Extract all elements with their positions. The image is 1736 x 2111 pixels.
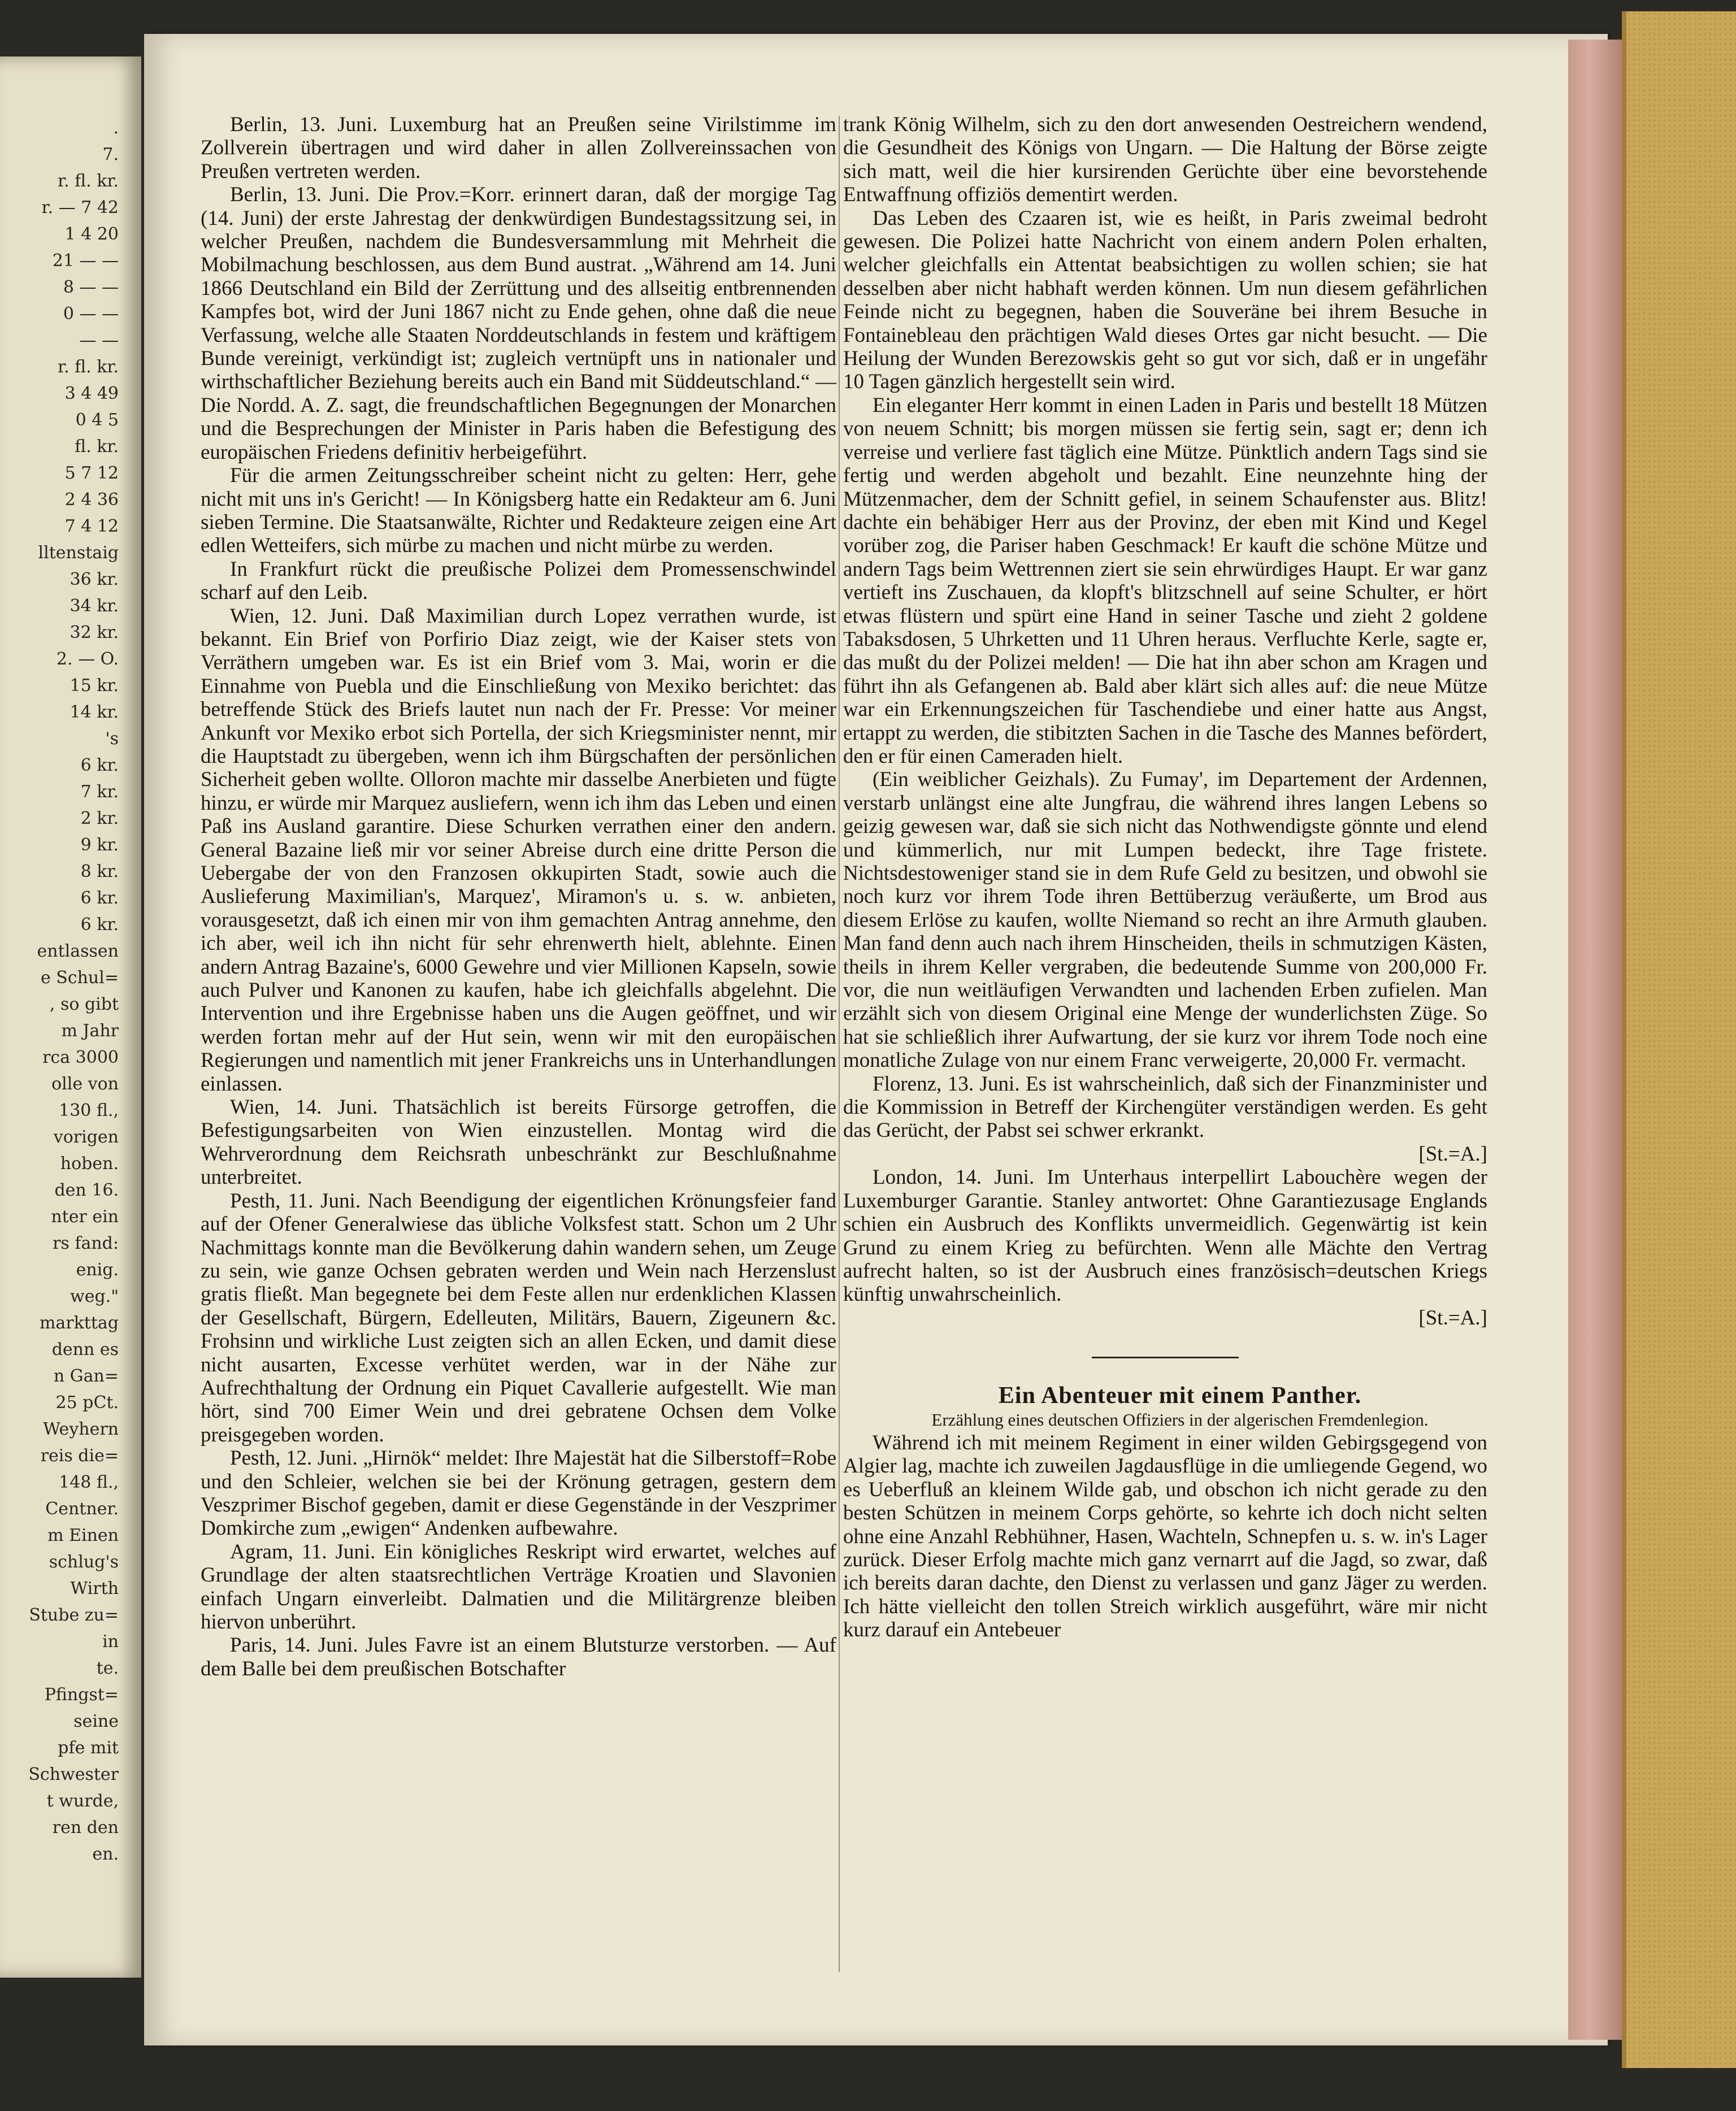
column-divider [839, 116, 840, 1972]
left-margin-line: schlug's [49, 1552, 119, 1572]
article-muetzen: Ein eleganter Herr kommt in einen Laden in Paris und bestellt 18 Mützen von neuem Schnitt; bis morgen müssen sie fertig sein, sagt er; denn ich verreise und verliere fast täglich eine Mütze. Pünktlich andern Tags sind sie fertig und werden abgeholt und bezahlt. Eine neunzehnte hing der Mützenmacher, dem der Schnitt gefiel, in seinem Schaufenster aus. Blitz! dachte ein behäbiger Herr aus der Provinz, der eben mit Kind und Kegel vorüber zog, die Pariser haben Geschmack! Er kauft die schöne Mütze und andern Tags beim Wettrennen ziert sie sein ehrwürdiges Haupt. Er war ganz vertieft ins Zuschauen, da klopft's blitzschnell auf seine Schulter, er hört etwas flüstern und spürt eine Hand in seiner Tasche und zieht 2 goldene Tabaksdosen, 5 Uhrketten und 11 Uhren heraus. Verfluchte Kerle, sagte er, das mußt du der Polizei melden! — Die hat ihn aber schon am Kragen und führt ihn als Gefangenen ab. Bald aber klärt sich alles auf: die neue Mütze war ein Erkennungszeichen für Taschendiebe und einer hatte aus Angst, ertappt zu werden, die stibitzten Sachen in die Tasche des Mannes befördert, den er für einen Cameraden hielt. [843, 393, 1487, 768]
left-margin-line: Wirth [70, 1579, 119, 1599]
left-margin-line: 130 fl., [59, 1101, 119, 1120]
left-margin-line: 7 4 12 [64, 516, 119, 536]
article-berlin-prov-korr: Berlin, 13. Juni. Die Prov.=Korr. erinnert daran, daß der morgige Tag (14. Juni) der erste Jahrestag der denkwürdigen Bundestagssitzung sei, in welcher Preußen, nachdem die Bundesversammlung mit Mehrheit die Mobilmachung beschlossen, aus dem Bund austrat. „Während am 14. Juni 1866 Deutschland ein Bild der Zerrüttung und des allseitig entbrennenden Kampfes bot, wird der Juni 1867 nicht zu Ende gehen, ohne daß die neue Verfassung, welche alle Staaten Norddeutschlands in festem und kräftigem Bunde vereinigt, verkündigt ist; zugleich vertnüpft uns in nationaler und wirthschaftlicher Beziehung bereits auch ein Band mit Süddeutschland.“ — Die Nordd. A. Z. sagt, die freundschaftlichen Begegnungen der Monarchen und die Besprechungen der Minister in Paris haben die Befestigung des europäischen Friedens definitiv herbeigeführt. [201, 183, 836, 464]
book-cover [1622, 11, 1736, 2068]
left-margin-line: Schwester [28, 1765, 119, 1784]
left-margin-line: te. [96, 1658, 119, 1678]
left-margin-line: pfe mit [58, 1738, 119, 1758]
left-margin-line: 2. — O. [56, 649, 119, 669]
left-margin-line: r. — 7 42 [41, 198, 119, 218]
article-paris-favre: Paris, 14. Juni. Jules Favre ist an einem Blutsturze verstorben. — Auf dem Balle bei dem preußischen Botschafter [201, 1634, 836, 1680]
left-margin-line: 2 4 36 [64, 490, 119, 510]
article-wien-befestigung: Wien, 14. Juni. Thatsächlich ist bereits Fürsorge getroffen, die Befestigungsarbeiten von Wien einzustellen. Montag wird die Wehrverordnung dem Reichsrath unbeschränkt zur Beschlußnahme unterbreitet. [201, 1096, 836, 1189]
left-margin-line: 25 pCt. [55, 1393, 119, 1413]
left-margin-line: denn es [51, 1340, 119, 1359]
left-margin-line: 2 kr. [80, 809, 119, 828]
left-margin-line: rs fand: [53, 1233, 119, 1253]
left-margin-line: ren den [52, 1818, 119, 1838]
left-margin-line: . [113, 118, 119, 138]
left-margin-line: e Schul= [40, 968, 119, 988]
left-margin-line: 15 kr. [70, 676, 119, 696]
left-margin-line: 3 4 49 [64, 384, 119, 403]
left-margin-line: fl. kr. [75, 437, 119, 457]
left-margin-line: r. fl. kr. [58, 357, 119, 377]
left-margin-line: 6 kr. [80, 915, 119, 935]
story-subtitle: Erzählung eines deutschen Offiziers in der algerischen Fremdenlegion. [931, 1409, 1429, 1430]
left-margin-line: — — [79, 331, 119, 350]
left-margin-line: hoben. [60, 1154, 119, 1174]
left-margin-line: t wurde, [46, 1791, 119, 1811]
left-margin-line: Pfingst= [44, 1685, 119, 1705]
left-margin-line: 36 kr. [70, 570, 119, 589]
left-margin-line: 6 kr. [80, 755, 119, 775]
left-margin-line: 9 kr. [80, 835, 119, 855]
left-margin-line: 's [105, 729, 119, 749]
left-margin-line: 0 — — [63, 304, 119, 324]
column-b [843, 113, 1487, 1642]
left-margin-line: 148 fl., [59, 1473, 119, 1492]
left-margin-line: 14 kr. [70, 702, 119, 722]
left-margin-line: 7 kr. [80, 782, 119, 802]
left-margin-line: m Jahr [61, 1021, 119, 1041]
left-margin-line: Centner. [45, 1499, 119, 1519]
source-note-florenz: [St.=A.] [1418, 1142, 1487, 1166]
article-pesth-volksfest: Pesth, 11. Juni. Nach Beendigung der eigentlichen Krönungsfeier fand auf der Ofener Generalwiese das übliche Volksfest statt. Schon um 2 Uhr Nachmittags konnte man die Bevölkerung dahin wandern sehen, um Zeuge zu sein, wie ganze Ochsen gebraten werden und Wein nach Herzenslust gratis fließt. Man begegnete bei dem Feste allen nur erdenklichen Klassen der Gesellschaft, Bürgern, Edelleuten, Militärs, Bauern, Zigeunern &c. Frohsinn und wirkliche Lust zeigten sich an allen Ecken, und damit diese nicht ausarten, Excesse verhütet werden, war in der Nähe zur Aufrechthaltung der Ordnung ein Piquet Cavallerie aufgestellt. Wie man hört, sind 700 Eimer Wein und drei gebratene Ochsen dem Volke preisgegeben worden. [201, 1189, 836, 1447]
page-edges [1568, 40, 1622, 2040]
left-margin-line: seine [73, 1712, 119, 1731]
left-margin-line: 8 kr. [80, 862, 119, 881]
left-margin-line: den 16. [54, 1180, 119, 1200]
left-margin-line: 32 kr. [70, 623, 119, 642]
article-frankfurt: In Frankfurt rückt die preußische Polizei dem Promessenschwindel scharf auf den Leib. [201, 557, 836, 605]
left-margin-line: olle von [51, 1074, 119, 1094]
left-margin-line: 34 kr. [70, 596, 119, 616]
article-zeitungsschreiber: Für die armen Zeitungsschreiber scheint nicht zu gelten: Herr, gehe nicht mit uns in's Gericht! — In Königsberg hatte ein Redakteur am 6. Juni sieben Termine. Die Staatsanwälte, Richter und Redakteure zeigen eine Art edlen Wetteifers, sich mürbe zu machen und nicht mürbe zu werden. [201, 464, 836, 558]
left-margin-line: 5 7 12 [64, 463, 119, 483]
article-paris-continued: trank König Wilhelm, sich zu den dort anwesenden Oestreichern wendend, die Gesundheit des Königs von Ungarn. — Die Haltung der Börse zeigte sich matt, weil die hier kursirenden Gerüchte über eine bevorstehende Entwaffnung offiziös dementirt werden. [843, 113, 1487, 207]
left-margin-line: 21 — — [52, 251, 119, 271]
left-margin-line: 8 — — [63, 277, 119, 297]
left-margin-line: in [102, 1632, 119, 1652]
left-margin-line: nter ein [51, 1207, 119, 1227]
left-margin-line: 7. [102, 145, 119, 164]
left-margin-line: n Gan= [53, 1366, 119, 1386]
left-margin-line: entlassen [37, 941, 119, 961]
left-margin-line: weg." [70, 1287, 119, 1306]
left-margin-line: , so gibt [49, 994, 119, 1014]
left-margin-line: lltenstaig [38, 543, 119, 563]
story-title: Ein Abenteuer mit einem Panther. [998, 1383, 1362, 1409]
article-pesth-hirnok: Pesth, 12. Juni. „Hirnök“ meldet: Ihre Majestät hat die Silberstoff=Robe und den Schleier, welchen sie bei der Krönung getragen, gestern dem Veszprimer Bischof gegeben, damit er diese Gegenstände in der Veszprimer Domkirche zum „ewigen“ Andenken aufbewahre. [201, 1447, 836, 1540]
article-geizhals: (Ein weiblicher Geizhals). Zu Fumay', im Departement der Ardennen, verstarb unlängst eine alte Jungfrau, die während ihres langen Lebens so geizig gewesen war, daß sie sich nicht das Nothwendigste gönnte und elend und kümmerlich, nur mit Lumpen bedeckt, ihre Tage fristete. Nichtsdestoweniger stand sie in dem Rufe Geld zu besitzen, und obwohl sie noch kurz vor ihrem Tode ihren Bettüberzug veräußerte, um Brod aus diesem Erlöse zu kaufen, wollte Niemand so recht an ihre Armuth glauben. Man fand denn auch nach ihrem Hinscheiden, theils in schmutzigen Kästen, theils in ihrem Keller vergraben, die bedeutende Summe von 200,000 Fr. vor, die nun weitläufigen Verwandten und lachenden Erben zufielen. Man erzählt sich von diesem Original eine Menge der wunderlichsten Züge. So hat sie schließlich ihrer Aufwartung, der sie kurz vor ihrem Tode noch eine monatliche Zulage von nur einem Franc verweigerte, 20,000 Fr. vermacht. [843, 768, 1487, 1072]
left-margin-line: rca 3000 [42, 1048, 119, 1067]
left-margin-line: r. fl. kr. [58, 171, 119, 191]
left-page-fragment [0, 57, 141, 1978]
article-london: London, 14. Juni. Im Unterhaus interpellirt Labouchère wegen der Luxemburger Garantie. Stanley antwortet: Ohne Garantiezusage Englands schien ein Ausbruch des Konflikts unvermeidlich. Gegenwärtig ist kein Grund zu einem Krieg zu befürchten. Wenn alle Mächte den Vertrag aufrecht halten, so ist der Ausbruch eines französisch=deutschen Kriegs künftig unwahrscheinlich. [843, 1166, 1487, 1306]
left-margin-line: m Einen [47, 1526, 119, 1545]
story-body: Während ich mit meinem Regiment in einer wilden Gebirgsgegend von Algier lag, machte ich zuweilen Jagdausflüge in die umliegende Gegend, wo es Ueberfluß an kleinem Wilde gab, und obschon ich nicht gerade zu den besten Schützen in meinem Corps gehörte, so kehrte ich doch nicht selten ohne eine Anzahl Rebhühner, Hasen, Wachteln, Schnepfen u. s. w. in's Lager zurück. Dieser Erfolg machte mich ganz vernarrt auf die Jagd, so zwar, daß ich bereits daran dachte, den Dienst zu verlassen und ganz Jäger zu werden. Ich hätte vielleicht den tollen Streich wirklich ausgeführt, wäre mir nicht kurz darauf ein Antebeuer [843, 1431, 1487, 1642]
left-margin-line: Weyhern [43, 1419, 119, 1439]
article-wien-maximilian: Wien, 12. Juni. Daß Maximilian durch Lopez verrathen wurde, ist bekannt. Ein Brief von Porfirio Diaz zeigt, wie der Kaiser stets von Verräthern umgeben war. Es ist ein Brief vom 3. Mai, worin er die Einnahme von Puebla und die Einschließung von Mexiko berichtet: das betreffende Stück des Briefs lautet nun nach der Fr. Presse: Vor meiner Ankunft vor Mexiko erbot sich Portella, der sich Kriegsminister nennt, mir die Hauptstadt zu übergeben, wenn ich ihm Bürgschaften der persönlichen Sicherheit geben wollte. Olloron machte mir dasselbe Anerbieten und fügte hinzu, er würde mir Marquez ausliefern, wenn ich ihm das Leben und einen Paß ins Ausland garantire. Diese Schurken verrathen einer den andern. General Bazaine ließ mir vor seiner Abreise durch eine dritte Person die Uebergabe der von den Franzosen okkupirten Stadt, sowie auch die Auslieferung Maximilian's, Marquez', Miramon's u. s. w. anbieten, vorausgesetzt, daß ich einen mir von ihm gemachten Antrag annehme, den ich aber, weil ich ihn nicht für sehr ehrenwerth hielt, ablehnte. Einen andern Antrag Bazaine's, 6000 Gewehre und vier Millionen Kapseln, sowie auch Pulver und Kanonen zu kaufen, habe ich gleichfalls abgelehnt. Die Intervention und ihre Ergebnisse haben uns die Augen geöffnet, und wir werden fortan mehr auf der Hut sein, wenn wir mit den europäischen Regierungen und namentlich mit jener Frankreichs uns in Unterhandlungen einlassen. [201, 604, 836, 1096]
column-a [201, 113, 836, 1680]
left-margin-line: 0 4 5 [75, 410, 119, 430]
article-agram: Agram, 11. Juni. Ein königliches Reskript wird erwartet, welches auf Grundlage der alten staatsrechtlichen Verträge Kroatien und Slavonien einfach Ungarn einverleibt. Dalmatien und die Militärgrenze bleiben hiervon unberührt. [201, 1540, 836, 1634]
article-czaar: Das Leben des Czaaren ist, wie es heißt, in Paris zweimal bedroht gewesen. Die Polizei hatte Nachricht von einem andern Polen erhalten, welcher gleichfalls ein Attentat beabsichtigen zu wollen schien; sie hat desselben aber nicht habhaft werden können. Um nun diesem gefährlichen Feinde nicht zu begegnen, haben die Souveräne bei ihrem Besuche in Fontainebleau den prächtigen Wald dieses Ortes gar nicht besucht. — Die Heilung der Wunden Berezowskis geht so gut vor sich, daß er in ungefähr 10 Tagen gänzlich hergestellt sein wird. [843, 206, 1487, 394]
section-separator [1092, 1357, 1239, 1358]
left-margin-line: vorigen [53, 1127, 119, 1147]
left-margin-line: enig. [76, 1260, 119, 1280]
left-margin-line: Stube zu= [29, 1605, 119, 1625]
article-florenz: Florenz, 13. Juni. Es ist wahrscheinlich, daß sich der Finanzminister und die Kommission in Betreff der Kirchengüter verständigen werden. Es geht das Gerücht, der Pabst sei schwer erkrankt. [843, 1072, 1487, 1143]
left-margin-line: reis die= [40, 1446, 119, 1466]
left-margin-line: 1 4 20 [64, 224, 119, 244]
left-margin-line: markttag [39, 1313, 119, 1333]
article-berlin-luxemburg: Berlin, 13. Juni. Luxemburg hat an Preußen seine Virilstimme im Zollverein übertragen und wird daher in allen Zollvereinssachen von Preußen vertreten werden. [201, 113, 836, 183]
source-note-london: [St.=A.] [1418, 1306, 1487, 1330]
left-margin-line: en. [92, 1844, 119, 1864]
left-margin-line: 6 kr. [80, 888, 119, 908]
